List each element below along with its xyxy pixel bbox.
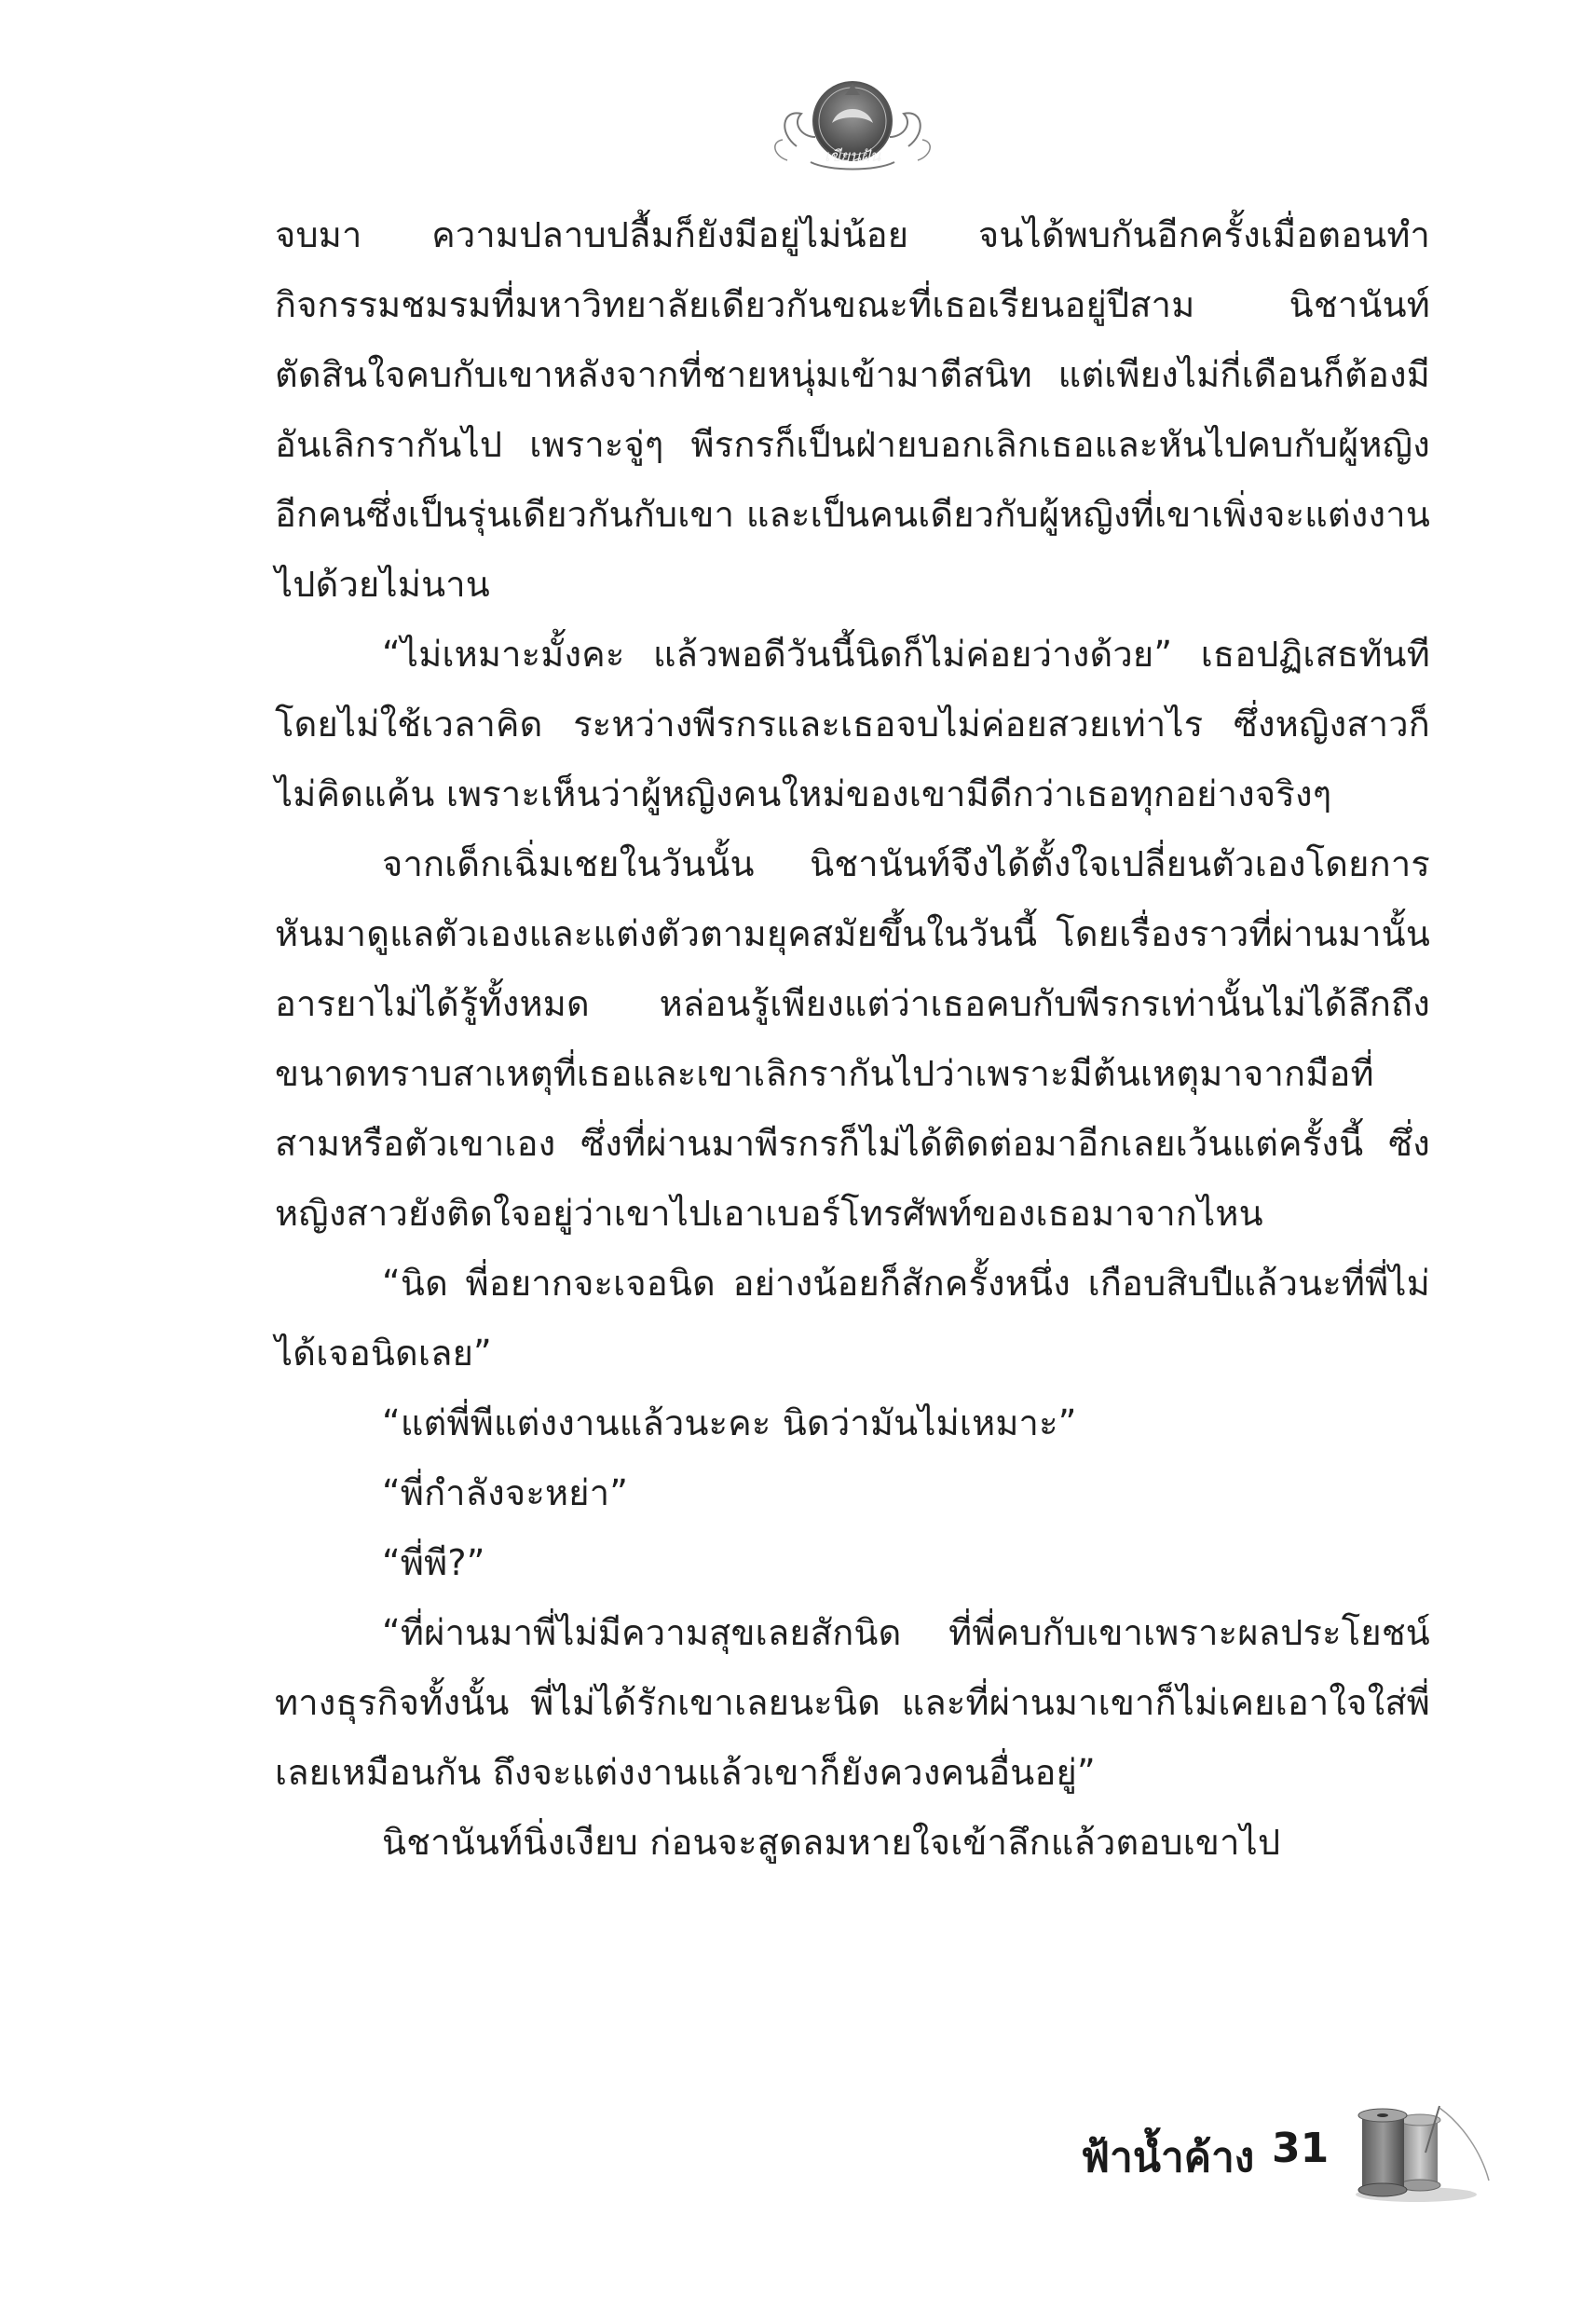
paragraph: “พี่กำลังจะหย่า”	[382, 1472, 629, 1513]
ornament-logo-icon	[759, 58, 946, 198]
paragraph: นิชานันท์นิ่งเงียบ ก่อนจะสูดลมหายใจเข้าลึกแล้วตอบเขาไป	[382, 1822, 1281, 1863]
paragraph: “พี่พี?”	[382, 1542, 485, 1583]
paragraph: จากเด็กเฉิ่มเชยในวันนั้น นิชานันท์จึงได้ตั้งใจเปลี่ยนตัวเองโดยการหันมาดูแลตัวเองและแต่งตัวตามยุคสมัยขึ้นในวันนี้ โดยเรื่องราวที่ผ่านมานั้นอารยาไม่ได้รู้ทั้งหมด หล่อนรู้เพียงแต่ว่าเธอคบกับพีรกรเท่านั้นไม่ได้ลึกถึงขนาดทราบสาเหตุที่เธอและเขาเลิกรากันไปว่าเพราะมีต้นเหตุมาจากมือที่สามหรือตัวเขาเอง ซึ่งที่ผ่านมาพีรกรก็ไม่ได้ติดต่อมาอีกเลยเว้นแต่ครั้งนี้ ซึ่งหญิงสาวยังติดใจอยู่ว่าเขาไปเอาเบอร์โทรศัพท์ของเธอมาจากไหน	[275, 843, 1430, 1234]
book-title: ฟ้าน้ำค้าง	[1081, 2134, 1255, 2181]
paragraph: จบมา ความปลาบปลื้มก็ยังมีอยู่ไม่น้อย จนได้พบกันอีกครั้งเมื่อตอนทำกิจกรรมชมรมที่มหาวิทยาลัยเดียวกันขณะที่เธอเรียนอยู่ปีสาม นิชานันท์ตัดสินใจคบกับเขาหลังจากที่ชายหนุ่มเข้ามาตีสนิท แต่เพียงไม่กี่เดือนก็ต้องมีอันเลิกรากันไป เพราะจู่ๆ พีรกรก็เป็นฝ่ายบอกเลิกเธอและหันไปคบกับผู้หญิงอีกคนซึ่งเป็นรุ่นเดียวกันกับเขา และเป็นคนเดียวกับผู้หญิงที่เขาเพิ่งจะแต่งงานไปด้วยไม่นาน	[275, 214, 1430, 605]
page-number: 31	[1272, 2125, 1330, 2172]
body-text	[275, 200, 1430, 1878]
paragraph: “ไม่เหมาะมั้งคะ แล้วพอดีวันนี้นิดก็ไม่ค่อยว่างด้วย” เธอปฏิเสธทันทีโดยไม่ใช้เวลาคิด ระหว่างพีรกรและเธอจบไม่ค่อยสวยเท่าไร ซึ่งหญิงสาวก็ไม่คิดแค้น เพราะเห็นว่าผู้หญิงคนใหม่ของเขามีดีกว่าเธอทุกอย่างจริงๆ	[275, 634, 1430, 814]
page-footer	[1071, 2097, 1491, 2208]
paragraph: “ที่ผ่านมาพี่ไม่มีความสุขเลยสักนิด ที่พี่คบกับเขาเพราะผลประโยชน์ทางธุรกิจทั้งนั้น พี่ไม่ได้รักเขาเลยนะนิด และที่ผ่านมาเขาก็ไม่เคยเอาใจใส่พี่เลยเหมือนกัน ถึงจะแต่งงานแล้วเขาก็ยังควงคนอื่นอยู่”	[275, 1612, 1430, 1793]
paragraph: “นิด พี่อยากจะเจอนิด อย่างน้อยก็สักครั้งหนึ่ง เกือบสิบปีแล้วนะที่พี่ไม่ได้เจอนิดเลย”	[275, 1263, 1430, 1374]
paragraph: “แต่พี่พีแต่งงานแล้วนะคะ นิดว่ามันไม่เหมาะ”	[382, 1402, 1077, 1443]
header-logo	[759, 58, 946, 198]
thread-spool-icon	[1351, 2097, 1491, 2204]
logo-text: เขียนฝัน	[824, 147, 881, 166]
